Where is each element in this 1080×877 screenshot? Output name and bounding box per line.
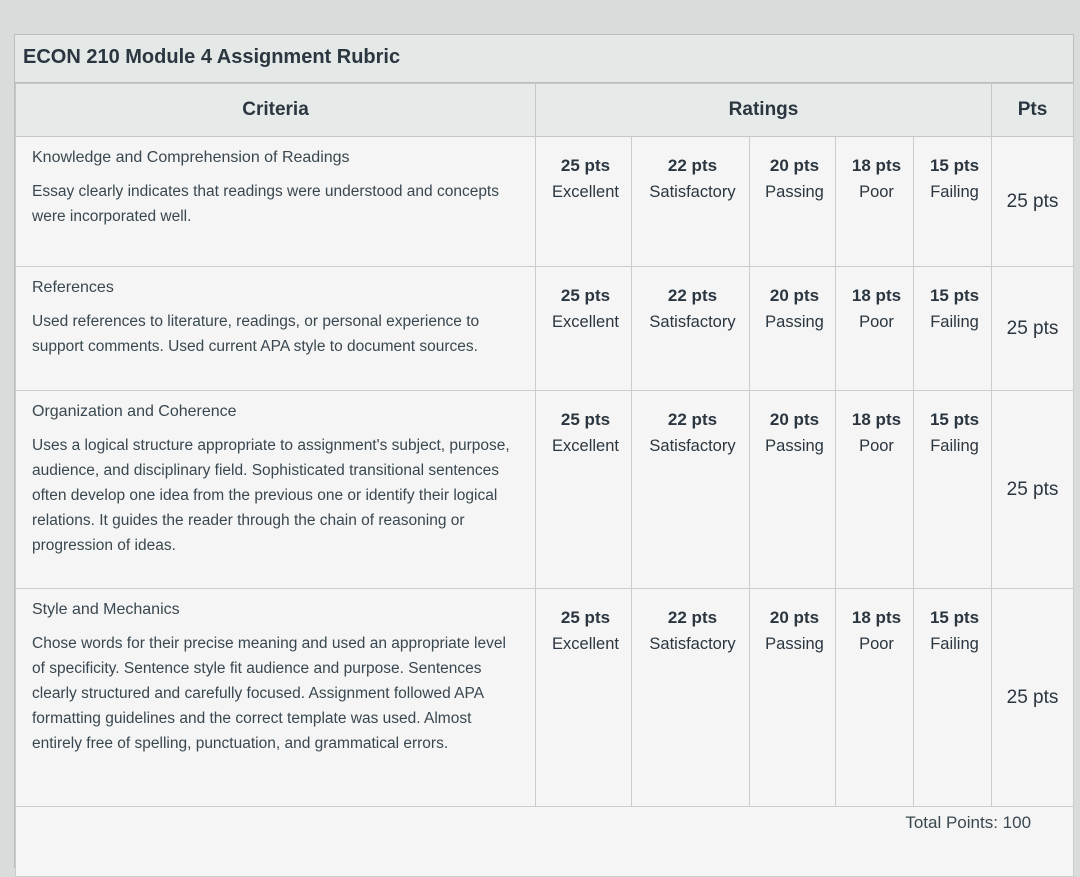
criterion-row (16, 267, 1074, 391)
criterion-row (16, 137, 1074, 267)
rating-cell[interactable] (536, 267, 632, 391)
rating-label: Poor (859, 183, 894, 201)
rubric-panel (14, 34, 1074, 868)
criterion-points: 25 pts (992, 391, 1074, 589)
rubric-title: ECON 210 Module 4 Assignment Rubric (15, 35, 1073, 83)
criterion-description: Chose words for their precise meaning and used an appropriate level of specificity. Sentence style fit audience and purpose. Sentences clearly structured and carefully focused. Assignment followed APA formatting guidelines and the correct template was used. Almost entirely free of spelling, punctuation, and grammatical errors. (32, 635, 506, 752)
rating-label: Failing (930, 635, 979, 653)
rating-label: Failing (930, 183, 979, 201)
rating-label: Excellent (552, 183, 619, 201)
rating-label: Satisfactory (649, 437, 736, 455)
rating-cell[interactable] (914, 589, 992, 807)
rating-points: 15 pts (929, 410, 980, 429)
rating-cell[interactable] (536, 137, 632, 267)
rating-points: 15 pts (929, 156, 980, 175)
rating-cell[interactable] (750, 391, 836, 589)
rating-cell[interactable] (914, 137, 992, 267)
criterion-cell (16, 267, 536, 391)
header-row (16, 84, 1074, 137)
rating-points: 20 pts (769, 608, 820, 627)
header-ratings: Ratings (536, 84, 992, 137)
criterion-description: Used references to literature, readings, or personal experience to support comments. Used current APA style to document sources. (32, 313, 480, 355)
total-points: Total Points: 100 (16, 807, 1074, 877)
rating-cell[interactable] (914, 267, 992, 391)
rating-cell[interactable] (836, 391, 914, 589)
criterion-cell (16, 391, 536, 589)
criterion-description: Essay clearly indicates that readings were understood and concepts were incorporated well. (32, 183, 499, 225)
criterion-row (16, 589, 1074, 807)
rating-label: Excellent (552, 635, 619, 653)
rating-points: 18 pts (851, 156, 902, 175)
total-row (16, 807, 1074, 877)
rating-points: 22 pts (667, 286, 718, 305)
rating-cell[interactable] (750, 137, 836, 267)
criterion-cell (16, 589, 536, 807)
rating-cell[interactable] (632, 589, 750, 807)
rating-points: 25 pts (560, 608, 611, 627)
rating-label: Poor (859, 437, 894, 455)
rating-points: 22 pts (667, 608, 718, 627)
rating-label: Failing (930, 437, 979, 455)
rating-points: 18 pts (851, 410, 902, 429)
criterion-row (16, 391, 1074, 589)
rating-label: Poor (859, 635, 894, 653)
rating-cell[interactable] (836, 589, 914, 807)
header-pts: Pts (992, 84, 1074, 137)
rating-label: Passing (765, 437, 824, 455)
rating-points: 20 pts (769, 410, 820, 429)
rating-label: Passing (765, 635, 824, 653)
rating-points: 20 pts (769, 286, 820, 305)
rating-cell[interactable] (750, 267, 836, 391)
rating-label: Failing (930, 313, 979, 331)
rating-cell[interactable] (836, 137, 914, 267)
criterion-title: References (32, 279, 114, 296)
rating-points: 25 pts (560, 156, 611, 175)
rating-cell[interactable] (750, 589, 836, 807)
rating-cell[interactable] (632, 137, 750, 267)
rating-cell[interactable] (632, 267, 750, 391)
rating-points: 22 pts (667, 410, 718, 429)
rating-label: Satisfactory (649, 313, 736, 331)
rubric-table (15, 83, 1074, 877)
criterion-points: 25 pts (992, 589, 1074, 807)
rating-label: Satisfactory (649, 635, 736, 653)
rating-points: 18 pts (851, 286, 902, 305)
rating-points: 25 pts (560, 286, 611, 305)
rating-cell[interactable] (632, 391, 750, 589)
rating-cell[interactable] (536, 589, 632, 807)
rating-points: 22 pts (667, 156, 718, 175)
criterion-points: 25 pts (992, 137, 1074, 267)
criterion-cell (16, 137, 536, 267)
rating-label: Excellent (552, 313, 619, 331)
rating-points: 25 pts (560, 410, 611, 429)
criterion-title: Knowledge and Comprehension of Readings (32, 149, 350, 166)
rating-points: 15 pts (929, 286, 980, 305)
rating-cell[interactable] (536, 391, 632, 589)
rating-label: Satisfactory (649, 183, 736, 201)
rating-label: Poor (859, 313, 894, 331)
rating-label: Passing (765, 183, 824, 201)
criterion-title: Style and Mechanics (32, 601, 180, 618)
criterion-points: 25 pts (992, 267, 1074, 391)
rating-cell[interactable] (836, 267, 914, 391)
criterion-description: Uses a logical structure appropriate to assignment's subject, purpose, audience, and disciplinary field. Sophisticated transitional sentences often develop one idea from the previous one or identify their logical relations. It guides the reader through the chain of reasoning or progression of ideas. (32, 437, 510, 554)
header-criteria: Criteria (16, 84, 536, 137)
rating-label: Passing (765, 313, 824, 331)
rating-points: 20 pts (769, 156, 820, 175)
rating-points: 15 pts (929, 608, 980, 627)
rating-points: 18 pts (851, 608, 902, 627)
criterion-title: Organization and Coherence (32, 403, 237, 420)
rating-label: Excellent (552, 437, 619, 455)
rating-cell[interactable] (914, 391, 992, 589)
